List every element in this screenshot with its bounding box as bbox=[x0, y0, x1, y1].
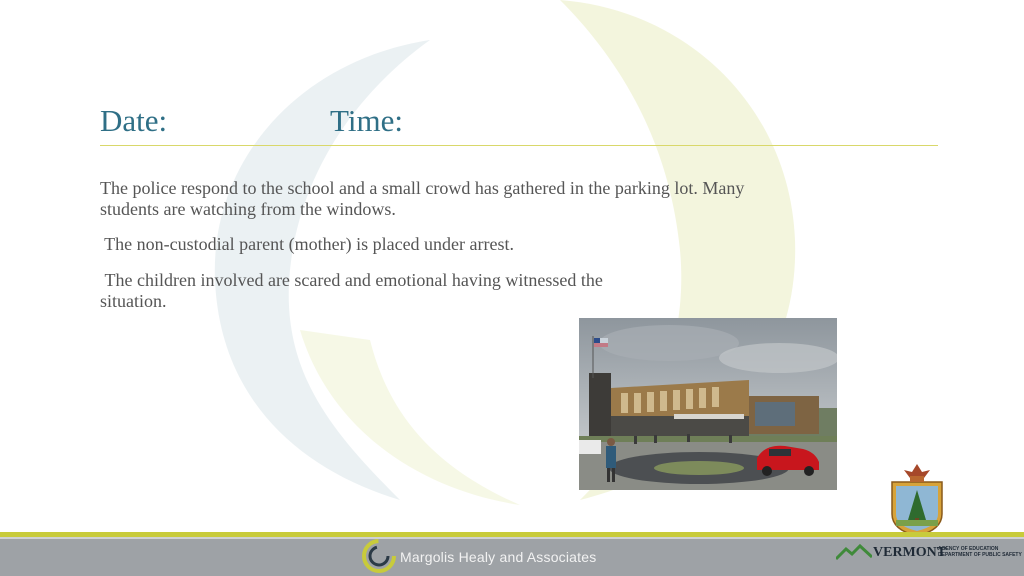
vermont-seal-icon bbox=[884, 462, 950, 540]
agency-line-1: AGENCY OF EDUCATION bbox=[938, 546, 999, 552]
vermont-wordmark: VERMONT bbox=[873, 545, 947, 560]
margolis-healy-logo-icon bbox=[361, 538, 397, 574]
scenario-paragraph-1: The police respond to the school and a small crowd has gathered in the parking lot. Many students are watching from the windows. bbox=[100, 178, 745, 219]
agency-text bbox=[938, 546, 1022, 558]
agency-line-2: DEPARTMENT OF PUBLIC SAFETY bbox=[938, 552, 1022, 558]
footer-highlight-stripe bbox=[0, 537, 1024, 539]
company-name: Margolis Healy and Associates bbox=[400, 549, 597, 565]
vermont-mountain-icon bbox=[836, 543, 872, 563]
scenario-paragraph-3: The children involved are scared and emotional having witnessed the situation. bbox=[100, 270, 608, 311]
date-label: Date: bbox=[100, 103, 168, 138]
time-label: Time: bbox=[330, 103, 403, 138]
header-divider bbox=[100, 145, 938, 146]
school-building-photo bbox=[579, 318, 837, 490]
scenario-paragraph-2: The non-custodial parent (mother) is placed under arrest. bbox=[100, 234, 515, 254]
